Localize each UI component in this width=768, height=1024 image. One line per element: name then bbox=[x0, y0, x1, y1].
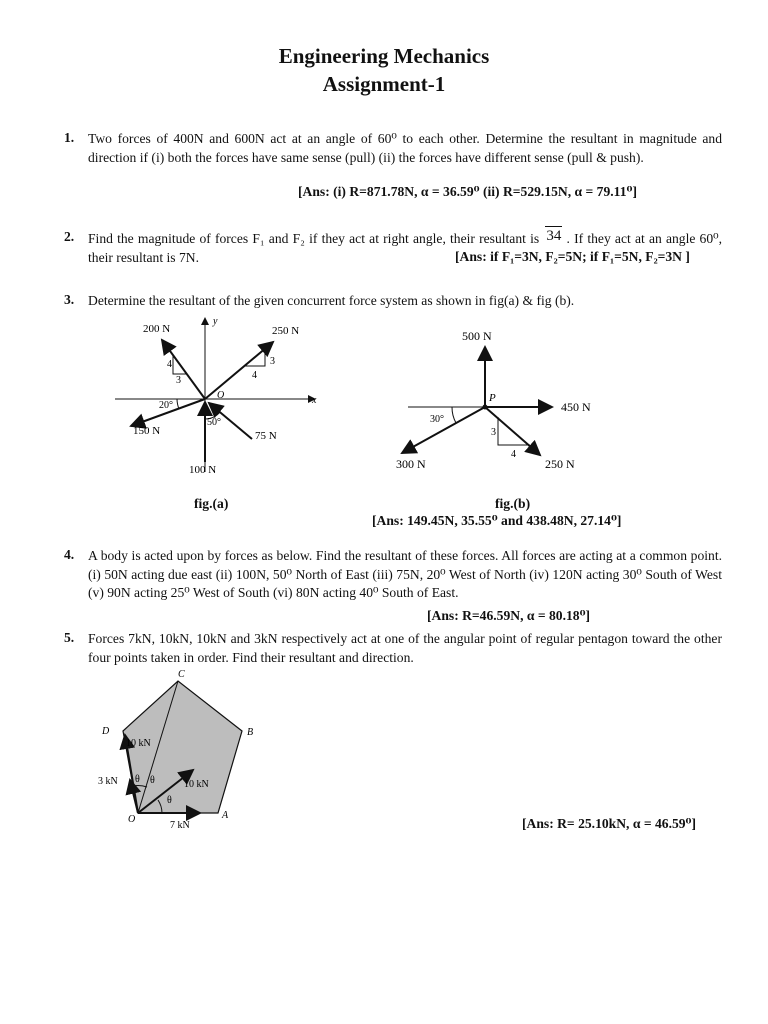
vertex-b: B bbox=[247, 727, 254, 738]
answer-3: [Ans: 149.45N, 35.55⁰ and 438.48N, 27.14⁰] bbox=[372, 513, 622, 528]
angle-arc-20 bbox=[177, 399, 179, 409]
label-500n: 500 N bbox=[462, 329, 492, 343]
label-50deg: 50° bbox=[207, 417, 221, 428]
label-4a: 4 bbox=[167, 359, 172, 370]
vertex-a: A bbox=[222, 810, 229, 821]
page-subtitle: Assignment-1 bbox=[322, 72, 446, 96]
label-100n: 100 N bbox=[189, 464, 217, 476]
figure-a bbox=[105, 312, 330, 482]
vertex-c: C bbox=[178, 669, 185, 680]
label-origin: O bbox=[217, 390, 225, 401]
label-20deg: 20° bbox=[159, 400, 173, 411]
label-300n: 300 N bbox=[396, 457, 426, 471]
theta-3: θ bbox=[167, 795, 172, 806]
question-text-part-a: Find the magnitude of forces F₁ and F₂ if they act at right angle, their resultant is bbox=[88, 231, 540, 246]
force-250n-arrow bbox=[205, 342, 273, 399]
label-7kn: 7 kN bbox=[170, 820, 190, 831]
label-p: P bbox=[489, 392, 496, 404]
label-10kn-top: 10 kN bbox=[126, 738, 151, 749]
sqrt-value: 34 bbox=[546, 228, 562, 244]
answer-2: [Ans: if F₁=3N, F₂=5N; if F₁=5N, F₂=3N ] bbox=[455, 249, 690, 264]
figure-a-caption: fig.(a) bbox=[194, 496, 229, 511]
label-200n: 200 N bbox=[143, 323, 171, 335]
label-10kn-right: 10 kN bbox=[184, 779, 209, 790]
answer-1: [Ans: (i) R=871.78N, α = 36.59⁰ (ii) R=529.15N, α = 79.11⁰] bbox=[298, 184, 637, 199]
answer-5: [Ans: R= 25.10kN, α = 46.59⁰] bbox=[522, 816, 697, 831]
point-p bbox=[483, 405, 488, 410]
label-3kn: 3 kN bbox=[98, 776, 118, 787]
label-250n: 250 N bbox=[545, 457, 575, 471]
question-text-part-b: . If they act at an angle 60⁰, their resultant is 7N. bbox=[88, 231, 723, 265]
figure-b bbox=[390, 325, 615, 475]
question-text: Two forces of 400N and 600N act at an angle of 60⁰ to each other. Determine the resultant in magnitude and direction if (i) both the forces have same sense (pull) (ii) the forces have different sense (pull & push). bbox=[88, 131, 722, 165]
label-4b: 4 bbox=[252, 370, 257, 381]
question-number: 1. bbox=[64, 130, 75, 145]
label-450n: 450 N bbox=[561, 400, 591, 414]
question-text: Forces 7kN, 10kN, 10kN and 3kN respectively act at one of the angular point of regular pentagon toward the other four points taken in order. Find their resultant and direction. bbox=[88, 631, 722, 665]
vertex-o: O bbox=[128, 814, 136, 825]
question-number: 3. bbox=[64, 292, 75, 307]
label-3a: 3 bbox=[176, 375, 181, 386]
question-text: Determine the resultant of the given concurrent force system as shown in fig(a) & fig (b). bbox=[88, 293, 575, 308]
theta-2: θ bbox=[150, 775, 155, 786]
label-y: y bbox=[213, 316, 218, 327]
label-75n: 75 N bbox=[255, 430, 277, 442]
question-number: 4. bbox=[64, 547, 75, 562]
question-number: 5. bbox=[64, 630, 75, 645]
label-3: 3 bbox=[491, 427, 496, 438]
pentagon-figure bbox=[90, 668, 280, 833]
figure-b-caption: fig.(b) bbox=[495, 496, 531, 511]
label-150n: 150 N bbox=[133, 425, 161, 437]
question-number: 2. bbox=[64, 229, 75, 244]
label-3b: 3 bbox=[270, 356, 275, 367]
label-x: x bbox=[312, 395, 317, 406]
label-250n: 250 N bbox=[272, 325, 300, 337]
theta-1: θ bbox=[135, 774, 140, 785]
angle-arc-30 bbox=[452, 407, 456, 423]
label-4: 4 bbox=[511, 449, 516, 460]
question-text: A body is acted upon by forces as below. Find the resultant of these forces. All forces are acting at a common point. (i) 50N acting due east (ii) 100N, 50⁰ North of East (iii) 75N, 20⁰ West of North (iv) 120N acting 30⁰ South of West (v) 90N acting 25⁰ West of South (vi) 80N acting 40⁰ South of East. bbox=[88, 548, 722, 600]
vertex-d: D bbox=[102, 726, 110, 737]
label-30deg: 30° bbox=[430, 414, 444, 425]
answer-4: [Ans: R=46.59N, α = 80.18⁰] bbox=[427, 608, 591, 623]
page-title: Engineering Mechanics bbox=[278, 44, 490, 68]
